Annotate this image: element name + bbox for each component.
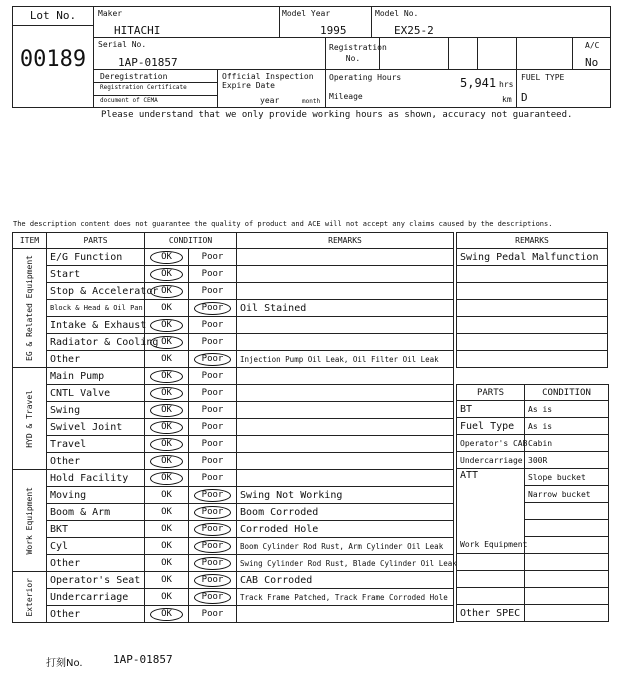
model-year-cell xyxy=(279,6,372,38)
ok-mark: OK xyxy=(150,387,183,400)
right-remarks-row xyxy=(457,317,608,334)
right-part: Undercarriage xyxy=(457,452,525,469)
model-no-label: Model No. xyxy=(375,9,419,18)
registration-certificate-label: Registration Certificate xyxy=(100,84,187,91)
part-name: Cyl xyxy=(47,538,145,555)
part-name: Stop & Accelerator xyxy=(47,283,145,300)
right-part: Fuel Type xyxy=(457,418,525,435)
right-cond: As is xyxy=(525,418,609,435)
lot-box xyxy=(12,6,94,108)
remarks xyxy=(237,317,454,334)
ac-value: No xyxy=(585,56,599,69)
ok-mark: OK xyxy=(150,319,183,332)
item-group-label: Exterior xyxy=(25,577,34,617)
item-group-label: EG & Related Equipment xyxy=(25,255,34,361)
table-row xyxy=(13,555,454,572)
table-row xyxy=(13,402,454,419)
condition-ok xyxy=(145,487,189,504)
part-name: Radiator & Cooling xyxy=(47,334,145,351)
part-name: Hold Facility xyxy=(47,470,145,487)
condition-poor xyxy=(189,521,237,538)
km-label: km xyxy=(502,95,512,104)
ok-mark: OK xyxy=(161,490,172,500)
right-cond-empty xyxy=(525,605,609,622)
right-cond-empty xyxy=(525,537,609,554)
table-row xyxy=(13,385,454,402)
right-remarks-row xyxy=(457,283,608,300)
deregistration-label: Deregistration xyxy=(100,72,168,81)
operating-hours-cell xyxy=(325,69,517,108)
condition-poor xyxy=(189,317,237,334)
condition-ok xyxy=(145,589,189,606)
part-name: Travel xyxy=(47,436,145,453)
condition-ok xyxy=(145,419,189,436)
condition-ok xyxy=(145,368,189,385)
model-no-cell xyxy=(371,6,611,38)
part-name: Swing xyxy=(47,402,145,419)
serial-cell xyxy=(93,37,326,70)
right-remarks-first: Swing Pedal Malfunction xyxy=(457,249,608,266)
poor-mark: Poor xyxy=(201,252,224,262)
right-cond-empty xyxy=(525,520,609,537)
mileage-label: Mileage xyxy=(329,92,363,101)
ok-mark: OK xyxy=(150,438,183,451)
poor-mark: Poor xyxy=(201,371,224,381)
ok-mark: OK xyxy=(161,507,172,517)
table-row xyxy=(13,317,454,334)
poor-mark: Poor xyxy=(194,523,232,536)
poor-mark: Poor xyxy=(201,388,224,398)
remarks xyxy=(237,402,454,419)
condition-ok xyxy=(145,521,189,538)
table-row xyxy=(13,283,454,300)
ok-mark: OK xyxy=(161,541,172,551)
poor-mark: Poor xyxy=(201,405,224,415)
right-remarks-row xyxy=(457,266,608,283)
table-header xyxy=(13,233,454,249)
condition-poor xyxy=(189,589,237,606)
part-name: Swivel Joint xyxy=(47,419,145,436)
table-row xyxy=(13,589,454,606)
table-row xyxy=(13,249,454,266)
right-part-att xyxy=(457,469,525,537)
col-item: ITEM xyxy=(13,233,47,249)
ok-mark: OK xyxy=(161,303,172,313)
part-name: CNTL Valve xyxy=(47,385,145,402)
poor-mark: Poor xyxy=(194,489,232,502)
year-label: year xyxy=(260,96,280,105)
ok-mark: OK xyxy=(150,370,183,383)
ok-mark: OK xyxy=(161,575,172,585)
condition-poor xyxy=(189,402,237,419)
description-notice: The description content does not guarantee the quality of product and ACE will not accept any claims caused by the descriptions. xyxy=(13,220,553,228)
ok-mark: OK xyxy=(161,524,172,534)
part-name: Undercarriage xyxy=(47,589,145,606)
part-name: Other xyxy=(47,606,145,623)
expire-date-label: Expire Date xyxy=(222,81,275,90)
condition-ok xyxy=(145,266,189,283)
fuel-type-label: FUEL TYPE xyxy=(521,73,565,82)
remarks: Swing Not Working xyxy=(237,487,454,504)
right-cond: Narrow bucket xyxy=(525,486,609,503)
poor-mark: Poor xyxy=(201,473,224,483)
reg-box-1 xyxy=(379,37,449,70)
right-remarks-row xyxy=(457,334,608,351)
reg-box-4 xyxy=(516,37,573,70)
condition-poor xyxy=(189,504,237,521)
condition-poor xyxy=(189,572,237,589)
ok-mark: OK xyxy=(161,354,172,364)
serial-value: 1AP-01857 xyxy=(118,56,178,69)
condition-poor xyxy=(189,606,237,623)
right-cond-empty xyxy=(525,554,609,571)
maker-label: Maker xyxy=(98,9,123,18)
table-row xyxy=(13,334,454,351)
lot-number: 00189 xyxy=(19,47,87,72)
ok-mark: OK xyxy=(150,336,183,349)
condition-ok xyxy=(145,334,189,351)
remarks xyxy=(237,249,454,266)
condition-ok xyxy=(145,606,189,623)
col-parts: PARTS xyxy=(47,233,145,249)
divider xyxy=(94,82,217,83)
model-year-value: 1995 xyxy=(320,24,347,37)
work-equipment-label: Work Equipment xyxy=(457,537,525,554)
right-cond: 300R xyxy=(525,452,609,469)
condition-poor xyxy=(189,453,237,470)
hours-disclaimer: Please understand that we only provide working hours as shown, accuracy not guaranteed. xyxy=(101,110,573,120)
condition-ok xyxy=(145,504,189,521)
ok-mark: OK xyxy=(150,251,183,264)
condition-ok xyxy=(145,555,189,572)
poor-mark: Poor xyxy=(201,439,224,449)
condition-ok xyxy=(145,283,189,300)
ok-mark: OK xyxy=(150,608,183,621)
ok-mark: OK xyxy=(161,592,172,602)
condition-ok xyxy=(145,453,189,470)
item-group-label: HYD & Travel xyxy=(25,389,34,448)
right-cond-empty xyxy=(525,588,609,605)
att-label: ATT xyxy=(460,470,479,481)
remarks: Oil Stained xyxy=(237,300,454,317)
hrs-label: hrs xyxy=(499,80,514,89)
reg-box-3 xyxy=(477,37,517,70)
poor-mark: Poor xyxy=(201,456,224,466)
item-group-label: Work Equipment xyxy=(25,486,34,555)
remarks xyxy=(237,368,454,385)
ok-mark: OK xyxy=(150,421,183,434)
fuel-type-cell xyxy=(516,69,611,108)
table-row xyxy=(13,300,454,317)
part-name: Other xyxy=(47,351,145,368)
part-name: Intake & Exhaust xyxy=(47,317,145,334)
remarks xyxy=(237,606,454,623)
poor-mark: Poor xyxy=(194,353,232,366)
right-remarks-row xyxy=(457,300,608,317)
right-cond: Cabin xyxy=(525,435,609,452)
condition-ok xyxy=(145,470,189,487)
condition-ok xyxy=(145,249,189,266)
condition-poor xyxy=(189,436,237,453)
document-cema-label: document of CEMA xyxy=(100,97,158,104)
table-row xyxy=(13,453,454,470)
part-name: Other xyxy=(47,555,145,572)
condition-poor xyxy=(189,538,237,555)
deregistration-cell xyxy=(93,69,218,108)
registration-no-cell xyxy=(325,37,387,70)
table-row xyxy=(13,487,454,504)
ok-mark: OK xyxy=(150,472,183,485)
condition-poor xyxy=(189,419,237,436)
remarks: Injection Pump Oil Leak, Oil Filter Oil Leak xyxy=(237,351,454,368)
ok-mark: OK xyxy=(150,285,183,298)
reg-box-2 xyxy=(448,37,478,70)
footer-stamp-label: 打刻No. xyxy=(46,658,83,669)
remarks xyxy=(237,470,454,487)
ok-mark: OK xyxy=(150,455,183,468)
item-group xyxy=(13,572,47,623)
remarks: Swing Cylinder Rod Rust, Blade Cylinder Oil Leak xyxy=(237,555,454,572)
footer-stamp-value: 1AP-01857 xyxy=(113,653,173,666)
table-row xyxy=(13,351,454,368)
ok-mark: OK xyxy=(150,268,183,281)
model-year-label: Model Year xyxy=(282,9,331,18)
right-col-condition: CONDITION xyxy=(525,385,609,401)
poor-mark: Poor xyxy=(201,422,224,432)
condition-poor xyxy=(189,300,237,317)
model-no-value: EX25-2 xyxy=(394,24,434,37)
condition-ok xyxy=(145,402,189,419)
right-remarks-table xyxy=(456,232,608,368)
condition-poor xyxy=(189,368,237,385)
maker-value: HITACHI xyxy=(114,24,161,37)
condition-ok xyxy=(145,300,189,317)
table-row xyxy=(13,572,454,589)
maker-cell xyxy=(93,6,280,38)
condition-poor xyxy=(189,555,237,572)
official-inspection-label: Official Inspection xyxy=(222,72,314,81)
poor-mark: Poor xyxy=(194,591,232,604)
right-part-empty xyxy=(457,571,525,588)
ok-mark: OK xyxy=(161,558,172,568)
right-part: BT xyxy=(457,401,525,418)
poor-mark: Poor xyxy=(194,574,232,587)
table-row xyxy=(13,266,454,283)
remarks: Boom Cylinder Rod Rust, Arm Cylinder Oil Leak xyxy=(237,538,454,555)
poor-mark: Poor xyxy=(194,540,232,553)
remarks xyxy=(237,283,454,300)
condition-poor xyxy=(189,334,237,351)
remarks xyxy=(237,436,454,453)
condition-poor xyxy=(189,283,237,300)
right-part-empty xyxy=(457,588,525,605)
right-part-empty xyxy=(457,554,525,571)
part-name: BKT xyxy=(47,521,145,538)
condition-ok xyxy=(145,385,189,402)
part-name: Other xyxy=(47,453,145,470)
poor-mark: Poor xyxy=(194,506,232,519)
part-name: Moving xyxy=(47,487,145,504)
poor-mark: Poor xyxy=(201,337,224,347)
condition-poor xyxy=(189,487,237,504)
inspection-cell xyxy=(217,69,326,108)
right-remarks-header: REMARKS xyxy=(457,233,608,249)
table-row xyxy=(13,504,454,521)
table-row xyxy=(13,521,454,538)
condition-ok xyxy=(145,317,189,334)
remarks: Boom Corroded xyxy=(237,504,454,521)
part-name: Main Pump xyxy=(47,368,145,385)
ok-mark: OK xyxy=(150,404,183,417)
condition-ok xyxy=(145,436,189,453)
right-cond-empty xyxy=(525,571,609,588)
part-name: Start xyxy=(47,266,145,283)
table-row xyxy=(13,436,454,453)
right-part: Operator's CAB xyxy=(457,435,525,452)
table-row xyxy=(13,606,454,623)
remarks xyxy=(237,266,454,283)
part-name: Block & Head & Oil Pan xyxy=(47,300,145,317)
right-parts-table xyxy=(456,384,609,622)
lot-label: Lot No. xyxy=(13,9,93,26)
right-remarks-row xyxy=(457,351,608,368)
remarks xyxy=(237,453,454,470)
col-remarks: REMARKS xyxy=(237,233,454,249)
condition-poor xyxy=(189,249,237,266)
ac-label: A/C xyxy=(585,41,600,50)
remarks xyxy=(237,334,454,351)
part-name: Operator's Seat xyxy=(47,572,145,589)
condition-ok xyxy=(145,538,189,555)
item-group xyxy=(13,249,47,368)
remarks: Corroded Hole xyxy=(237,521,454,538)
condition-ok xyxy=(145,351,189,368)
month-label: month xyxy=(302,98,321,105)
operating-hours-label: Operating Hours xyxy=(329,73,402,82)
condition-poor xyxy=(189,351,237,368)
ac-cell xyxy=(572,37,611,70)
condition-poor xyxy=(189,385,237,402)
condition-poor xyxy=(189,470,237,487)
poor-mark: Poor xyxy=(194,302,232,315)
right-cond-empty xyxy=(525,503,609,520)
col-condition: CONDITION xyxy=(145,233,237,249)
divider xyxy=(94,95,217,96)
table-row xyxy=(13,368,454,385)
registration-no-label: Registration No. xyxy=(329,43,387,63)
table-row xyxy=(13,419,454,436)
condition-poor xyxy=(189,266,237,283)
remarks: CAB Corroded xyxy=(237,572,454,589)
right-col-parts: PARTS xyxy=(457,385,525,401)
right-cond: As is xyxy=(525,401,609,418)
serial-label: Serial No. xyxy=(98,40,147,49)
item-group xyxy=(13,470,47,572)
part-name: E/G Function xyxy=(47,249,145,266)
operating-hours-value: 5,941 xyxy=(460,76,497,90)
other-spec-label: Other SPEC xyxy=(457,605,525,622)
right-cond: Slope bucket xyxy=(525,469,609,486)
table-row xyxy=(13,470,454,487)
condition-ok xyxy=(145,572,189,589)
fuel-type-value: D xyxy=(521,91,528,104)
table-row xyxy=(13,538,454,555)
remarks xyxy=(237,385,454,402)
poor-mark: Poor xyxy=(194,557,232,570)
poor-mark: Poor xyxy=(201,320,224,330)
remarks xyxy=(237,419,454,436)
condition-table xyxy=(12,232,457,623)
poor-mark: Poor xyxy=(201,269,224,279)
part-name: Boom & Arm xyxy=(47,504,145,521)
poor-mark: Poor xyxy=(201,609,224,619)
poor-mark: Poor xyxy=(201,286,224,296)
item-group xyxy=(13,368,47,470)
remarks: Track Frame Patched, Track Frame Corroded Hole xyxy=(237,589,454,606)
